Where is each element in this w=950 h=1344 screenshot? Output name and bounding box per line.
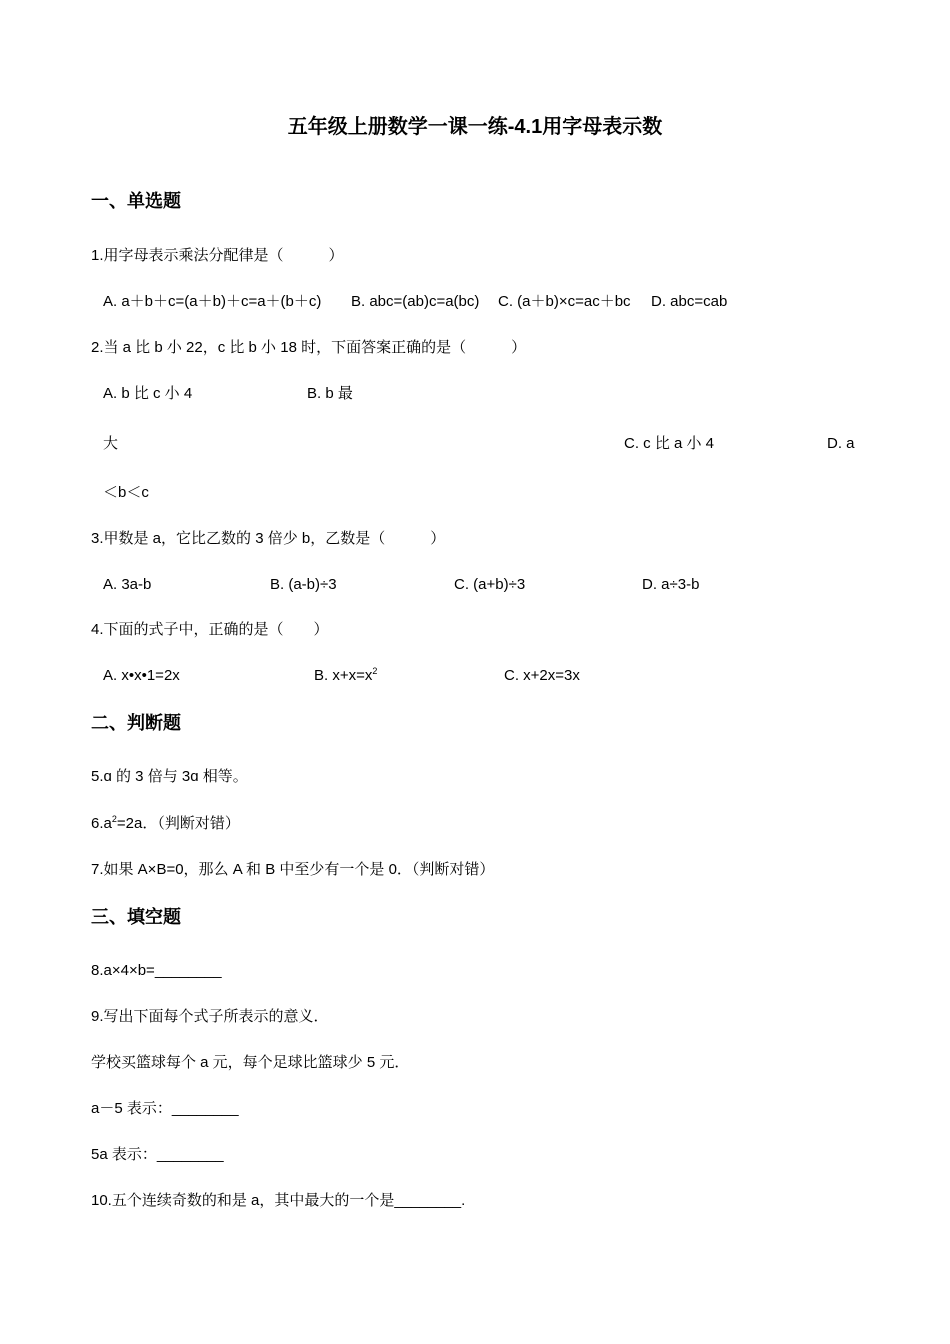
question-1-option-d: D. abc=cab bbox=[651, 293, 728, 310]
question-3-option-b: B. (a-b)÷3 bbox=[270, 576, 337, 593]
question-9-blank-2: 5a 表示：________ bbox=[91, 1146, 224, 1163]
question-6-stem bbox=[91, 815, 240, 833]
question-2-option-b-wrap: 大 bbox=[103, 435, 119, 452]
question-8-stem: 8.a×4×b=________ bbox=[91, 962, 222, 979]
question-2-option-a: A. b 比 c 小 4 bbox=[103, 385, 193, 402]
question-3-option-a: A. 3a-b bbox=[103, 576, 152, 593]
question-4-option-a: A. x•x•1=2x bbox=[103, 667, 180, 684]
question-6-rest: =2a．（判断对错） bbox=[116, 815, 240, 832]
question-1-option-a: A. a＋b＋c=(a＋b)＋c=a＋(b＋c) bbox=[103, 293, 322, 310]
question-2-stem: 2.当 a 比 b 小 22，c 比 b 小 18 时，下面答案正确的是（ ） bbox=[91, 339, 527, 356]
question-6-exponent: 2 bbox=[111, 814, 117, 824]
question-2-option-b: B. b 最 bbox=[307, 385, 353, 402]
question-9-stem: 9.写出下面每个式子所表示的意义． bbox=[91, 1008, 329, 1025]
question-7-stem: 7.如果 A×B=0，那么 A 和 B 中至少有一个是 0．（判断对错） bbox=[91, 861, 495, 878]
question-3-stem: 3.甲数是 a，它比乙数的 3 倍少 b，乙数是（ ） bbox=[91, 530, 446, 547]
question-2-option-d-wrap: ＜b＜c bbox=[103, 484, 149, 501]
question-2-option-c: C. c 比 a 小 4 bbox=[624, 435, 715, 452]
question-3-option-c: C. (a+b)÷3 bbox=[454, 576, 526, 593]
question-10-stem: 10.五个连续奇数的和是 a，其中最大的一个是________. bbox=[91, 1192, 466, 1209]
question-1-option-c: C. (a＋b)×c=ac＋bc bbox=[498, 293, 631, 310]
question-4-option-b bbox=[314, 667, 377, 685]
section-heading-single-choice: 一、单选题 bbox=[91, 191, 181, 211]
question-4-option-b-text: B. x+x=x bbox=[314, 667, 373, 684]
question-4-stem: 4.下面的式子中，正确的是（ ） bbox=[91, 621, 329, 638]
question-6-base: 6.a bbox=[91, 815, 112, 832]
question-9-blank-1: a－5 表示：________ bbox=[91, 1100, 239, 1117]
question-4-option-b-exponent: 2 bbox=[372, 666, 378, 676]
section-heading-fill-in: 三、填空题 bbox=[91, 907, 181, 927]
section-heading-true-false: 二、判断题 bbox=[91, 713, 181, 733]
page-title: 五年级上册数学一课一练-4.1用字母表示数 bbox=[287, 116, 663, 138]
question-1-option-b: B. abc=(ab)c=a(bc) bbox=[351, 293, 480, 310]
question-2-option-d: D. a bbox=[827, 435, 855, 452]
question-4-option-c: C. x+2x=3x bbox=[504, 667, 580, 684]
question-5-stem: 5.ɑ 的 3 倍与 3ɑ 相等。 bbox=[91, 768, 248, 785]
question-9-context: 学校买篮球每个 a 元，每个足球比篮球少 5 元． bbox=[91, 1054, 410, 1071]
question-3-option-d: D. a÷3-b bbox=[642, 576, 700, 593]
question-1-stem: 1.用字母表示乘法分配律是（ ） bbox=[91, 247, 344, 264]
